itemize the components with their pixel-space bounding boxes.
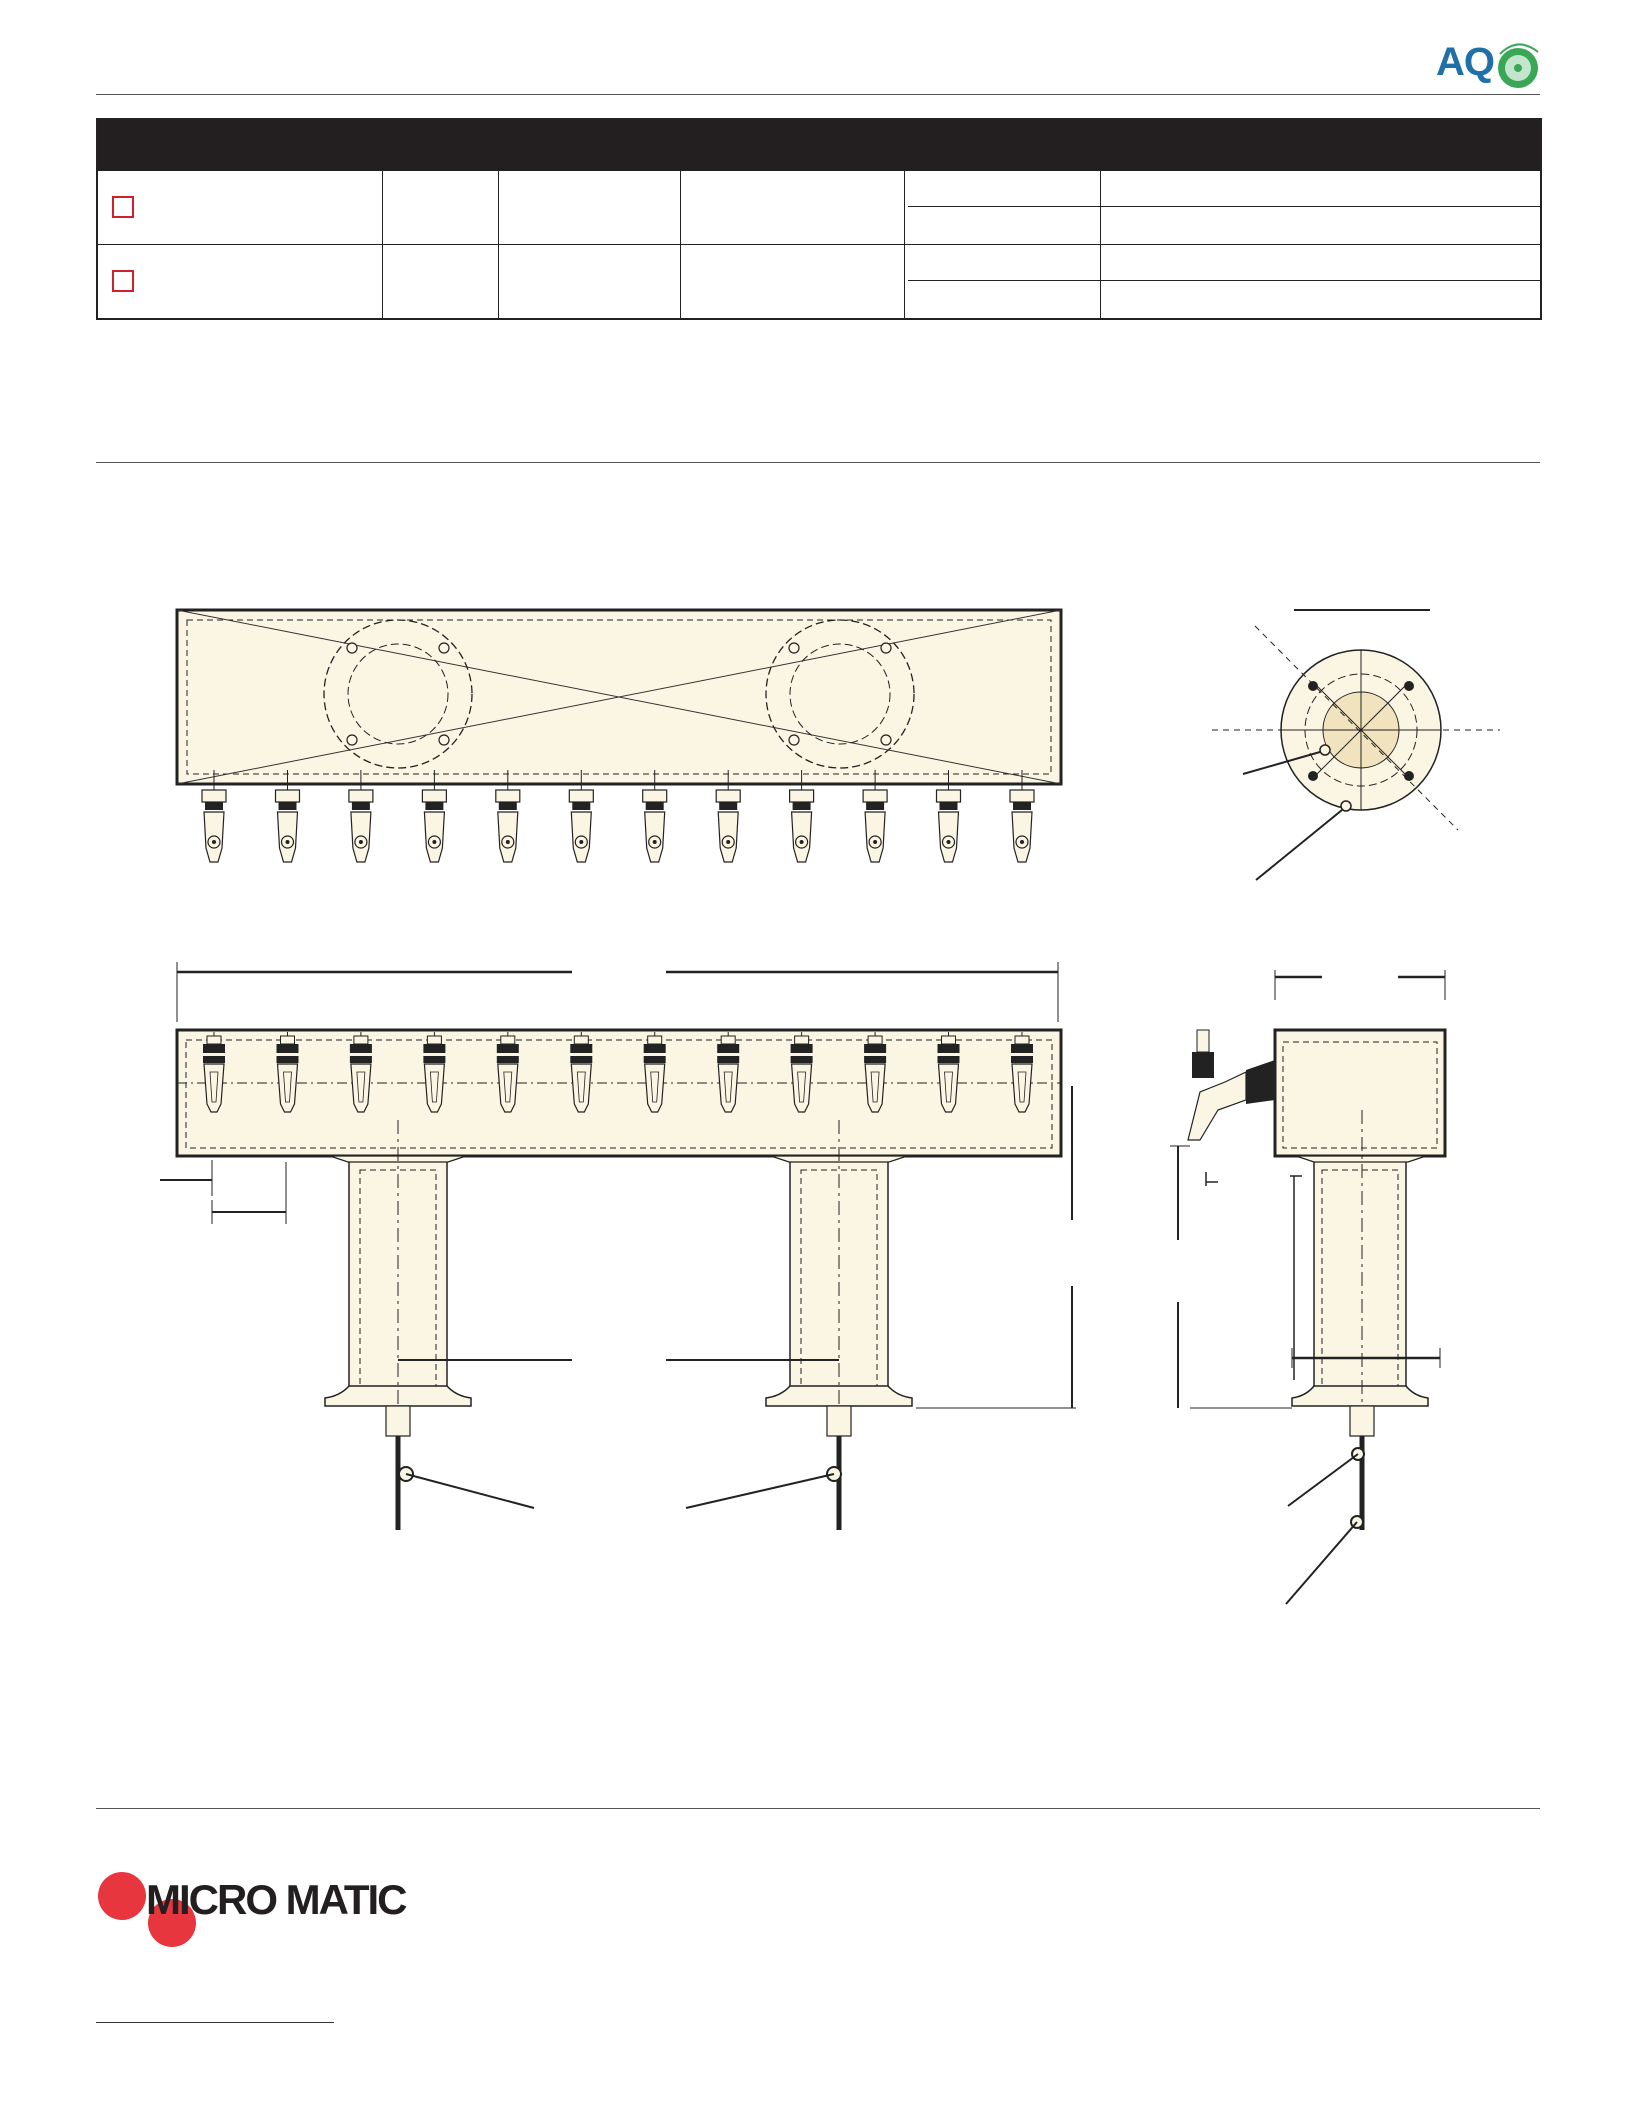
- flange-detail: [1212, 610, 1500, 880]
- faucet-8: [717, 1036, 739, 1112]
- brand-name: MICRO MATIC: [146, 1876, 406, 1923]
- faucet-5: [496, 790, 520, 862]
- faucet-4: [422, 790, 446, 862]
- faucet-2: [276, 790, 300, 862]
- faucet-7: [644, 1036, 666, 1112]
- faucet-8: [716, 790, 740, 862]
- side-view: [1170, 970, 1445, 1604]
- faucet-10: [863, 790, 887, 862]
- faucet-3: [349, 790, 373, 862]
- front-view: [160, 962, 1076, 1530]
- aq-logo-text: AQ: [1436, 40, 1494, 84]
- faucet-9: [791, 1036, 813, 1112]
- faucet-7: [643, 790, 667, 862]
- micro-matic-logo: [94, 1868, 424, 1968]
- faucet-12: [1011, 1036, 1033, 1112]
- top-view: [177, 610, 1061, 862]
- faucet-12: [1010, 790, 1034, 862]
- faucet-11: [938, 1036, 960, 1112]
- faucet-2: [277, 1036, 299, 1112]
- faucet-6: [569, 790, 593, 862]
- faucet-1: [203, 1036, 225, 1112]
- faucet-5: [497, 1036, 519, 1112]
- faucet-6: [570, 1036, 592, 1112]
- faucet-11: [937, 790, 961, 862]
- footer-rule: [96, 1808, 1540, 1809]
- faucet-1: [202, 790, 226, 862]
- faucet-9: [790, 790, 814, 862]
- faucet-4: [423, 1036, 445, 1112]
- faucet-10: [864, 1036, 886, 1112]
- footer-short-rule: [96, 2022, 334, 2023]
- faucet-3: [350, 1036, 372, 1112]
